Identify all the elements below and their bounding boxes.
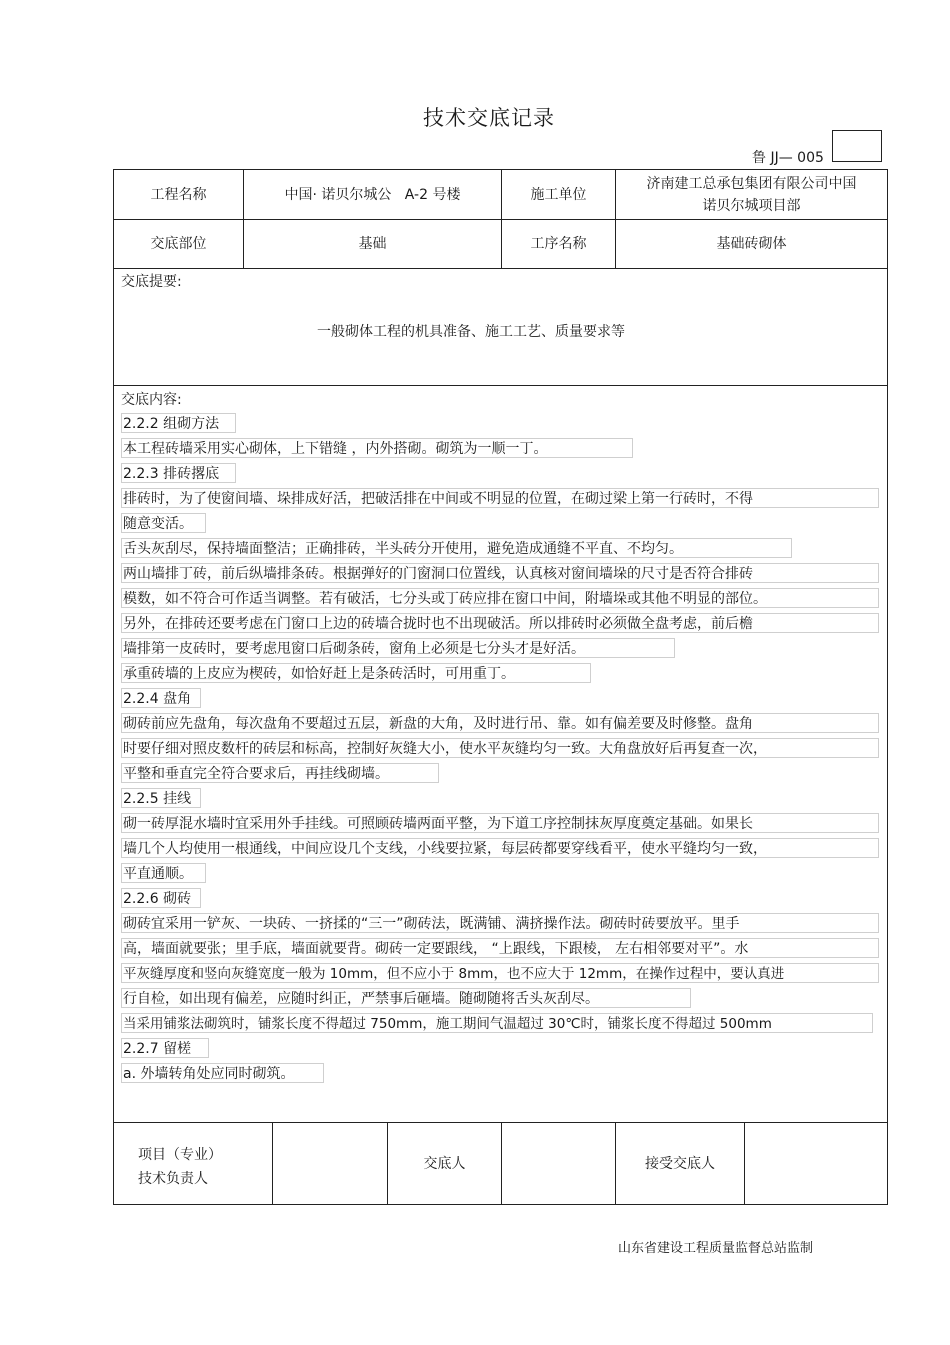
tech-lead-line2: 技术负责人 (138, 1171, 208, 1187)
content-line: 另外，在排砖还要考虑在门窗口上边的砖墙合拢时也不出现破活。所以排砖时必须做全盘考虑，前后檐 (121, 613, 879, 633)
content-line: 排砖时，为了使窗间墙、垛排成好活，把破活排在中间或不明显的位置，在砌过梁上第一行砖时，不得 (121, 488, 879, 508)
project-name-label: 工程名称 (150, 186, 207, 203)
discloser-label: 交底人 (423, 1155, 466, 1172)
content-line: 舌头灰刮尽，保持墙面整洁；正确排砖，半头砖分开使用，避免造成通缝不平直、不均匀。 (121, 538, 792, 558)
builder-value-line2: 诺贝尔城项目部 (702, 197, 801, 214)
code-box (832, 130, 882, 162)
content-line: 墙几个人均使用一根通线，中间应设几个支线，小线要拉紧，每层砖都要穿线看平，使水平缝均匀一致， (121, 838, 879, 858)
footer-note: 山东省建设工程质量监督总站监制 (618, 1241, 814, 1256)
document-code: 鲁 JJ— 005 (752, 150, 824, 166)
content-line: 2.2.6 砌砖 (121, 888, 201, 908)
content-line: 砌砖宜采用一铲灰、一块砖、一挤揉的“三一”砌砖法，既满铺、满挤操作法。砌砖时砖要放平。里手 (121, 913, 879, 933)
summary-label: 交底提要: (121, 274, 182, 290)
content-line: 2.2.2 组砌方法 (121, 413, 236, 433)
content-line: 平直通顺。 (121, 863, 206, 883)
content-line: 2.2.7 留槎 (121, 1038, 209, 1058)
content-line: 行自检，如出现有偏差，应随时纠正，严禁事后砸墙。随砌随将舌头灰刮尽。 (121, 988, 691, 1008)
content-label: 交底内容: (121, 392, 182, 408)
document-title: 技术交底记录 (423, 106, 555, 130)
summary-text: 一般砌体工程的机具准备、施工工艺、质量要求等 (317, 324, 625, 340)
content-line: 本工程砖墙采用实心砌体，上下错缝 ，内外搭砌。砌筑为一顺一丁。 (121, 438, 633, 458)
content-line: 随意变活。 (121, 513, 206, 533)
content-line: a. 外墙转角处应同时砌筑。 (121, 1063, 324, 1083)
builder-value (616, 170, 887, 219)
receiver-label: 接受交底人 (645, 1155, 715, 1172)
builder-label: 施工单位 (530, 186, 587, 203)
content-line: 两山墙排丁砖，前后纵墙排条砖。根据弹好的门窗洞口位置线，认真核对窗间墙垛的尺寸是否符合排砖 (121, 563, 879, 583)
content-line: 平灰缝厚度和竖向灰缝宽度一般为 10mm，但不应小于 8mm，也不应大于 12mm，在操作过程中，要认真进 (121, 963, 879, 983)
content-line: 2.2.4 盘角 (121, 688, 201, 708)
content-line: 高，墙面就要张；里手底，墙面就要背。砌砖一定要跟线， “上跟线，下跟棱， 左右相邻要对平”。水 (121, 938, 879, 958)
content-line: 平整和垂直完全符合要求后，再挂线砌墙。 (121, 763, 439, 783)
content-line: 砌砖前应先盘角，每次盘角不要超过五层，新盘的大角，及时进行吊、靠。如有偏差要及时修整。盘角 (121, 713, 879, 733)
project-name-value: 中国· 诺贝尔城公 A-2 号楼 (284, 186, 461, 203)
part-label: 交底部位 (150, 236, 207, 252)
process-label: 工序名称 (530, 236, 587, 252)
content-line: 砌一砖厚混水墙时宜采用外手挂线。可照顾砖墙两面平整，为下道工序控制抹灰厚度奠定基础。如果长 (121, 813, 879, 833)
builder-value-line1: 济南建工总承包集团有限公司中国 (646, 175, 857, 192)
process-value: 基础砖砌体 (716, 236, 787, 252)
tech-lead-line1: 项目（专业） (138, 1147, 222, 1163)
tech-lead-label (138, 1143, 222, 1191)
content-line: 墙排第一皮砖时，要考虑甩窗口后砌条砖，窗角上必须是七分头才是好活。 (121, 638, 675, 658)
content-line: 2.2.3 排砖撂底 (121, 463, 236, 483)
content-line: 2.2.5 挂线 (121, 788, 201, 808)
part-value: 基础 (358, 236, 387, 252)
content-line: 承重砖墙的上皮应为楔砖，如恰好赶上是条砖活时，可用重丁。 (121, 663, 591, 683)
content-line: 模数，如不符合可作适当调整。若有破活，七分头或丁砖应排在窗口中间，附墙垛或其他不明显的部位。 (121, 588, 879, 608)
content-line: 时要仔细对照皮数杆的砖层和标高，控制好灰缝大小，使水平灰缝均匀一致。大角盘放好后再复查一次， (121, 738, 879, 758)
content-line: 当采用铺浆法砌筑时，铺浆长度不得超过 750mm，施工期间气温超过 30℃时，铺浆长度不得超过 500mm (121, 1013, 873, 1033)
